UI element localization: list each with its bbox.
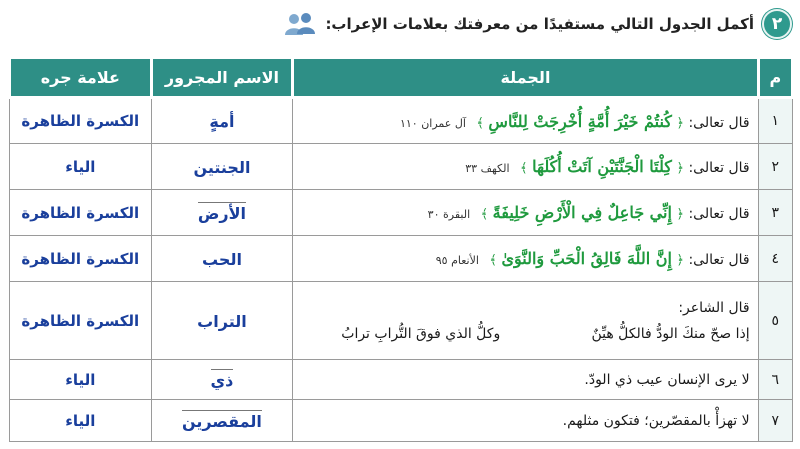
majrur-noun: الحب <box>201 249 242 269</box>
ornament-close: ﴾ <box>519 161 528 176</box>
table-row <box>10 360 793 400</box>
verse-reference: الكهف ٣٣ <box>465 162 510 175</box>
row-number: ٧ <box>758 400 792 442</box>
header-sentence: الجملة <box>293 58 758 98</box>
majrur-noun: المقصرين <box>182 412 262 431</box>
quote-intro: قال تعالى: <box>688 114 750 131</box>
verse-reference: آل عمران ١١٠ <box>399 116 466 130</box>
exercise-number-badge: ٢ <box>762 9 792 39</box>
jarr-mark: الكسرة الظاهرة <box>21 311 140 330</box>
noun-cell <box>151 236 293 282</box>
ornament-close: ﴾ <box>489 253 498 268</box>
group-people-icon <box>283 11 317 37</box>
grammar-table <box>8 56 794 442</box>
verse-reference: الأنعام ٩٥ <box>435 254 479 267</box>
header-num: م <box>758 58 792 98</box>
exercise-header <box>8 4 792 44</box>
ornament-open: ﴿ <box>676 161 684 176</box>
ornament-close: ﴾ <box>476 115 484 131</box>
quran-verse: إِنَّ اللَّهَ فَالِقُ الْحَبِّ وَالنَّوَىٰ <box>501 249 672 268</box>
table-row <box>10 400 793 442</box>
poem-hemistich-first: إذا صحّ منكَ الودُّ فالكلُّ هيِّنٌ <box>591 325 750 342</box>
row-number: ٣ <box>758 190 792 236</box>
sentence-cell <box>293 282 758 360</box>
majrur-noun: ذي <box>210 371 234 390</box>
poem-hemistich-second: وكلُّ الذي فوقَ التُّرابِ ترابُ <box>341 325 501 342</box>
mark-cell <box>10 360 152 400</box>
majrur-noun: الجنتين <box>193 157 251 177</box>
header-noun: الاسم المجرور <box>151 58 293 98</box>
sentence-cell <box>293 236 758 282</box>
row-number: ٢ <box>758 144 792 190</box>
ornament-open: ﴿ <box>676 207 684 222</box>
sentence-cell <box>293 144 758 190</box>
mark-cell <box>10 144 152 190</box>
jarr-mark: الياء <box>65 411 96 430</box>
ornament-open: ﴿ <box>676 115 684 131</box>
noun-cell <box>151 400 293 442</box>
mark-cell <box>10 400 152 442</box>
quote-intro: قال تعالى: <box>688 160 750 176</box>
mark-cell <box>10 236 152 282</box>
quote-intro: قال تعالى: <box>688 206 750 222</box>
table-row <box>10 236 793 282</box>
jarr-mark: الكسرة الظاهرة <box>21 249 140 268</box>
quote-intro: قال تعالى: <box>688 252 750 268</box>
row-number: ٦ <box>758 360 792 400</box>
quran-verse: كِلْتَا الْجَنَّتَيْنِ آتَتْ أُكُلَهَا <box>532 157 672 176</box>
poet-intro: قال الشاعر: <box>678 299 750 316</box>
sentence-cell <box>293 190 758 236</box>
table-row <box>10 190 793 236</box>
ornament-open: ﴿ <box>676 253 684 268</box>
table-row <box>10 282 793 360</box>
table-row <box>10 144 793 190</box>
jarr-mark: الكسرة الظاهرة <box>21 203 140 222</box>
quran-verse: إِنِّي جَاعِلٌ فِي الْأَرْضِ خَلِيفَةً <box>492 203 672 222</box>
verse-reference: البقرة ٣٠ <box>427 208 471 221</box>
mark-cell <box>10 190 152 236</box>
majrur-noun: التراب <box>197 311 247 331</box>
sentence-cell: لا يرى الإنسان عيب ذي الودّ. <box>293 360 758 400</box>
quran-verse: كُنتُمْ خَيْرَ أُمَّةٍ أُخْرِجَتْ لِلنَّاسِ <box>488 111 672 131</box>
noun-cell <box>151 98 293 144</box>
sentence-cell: لا تهزأْ بالمقصّرين؛ فتكون مثلهم. <box>293 400 758 442</box>
mark-cell <box>10 282 152 360</box>
header-mark: علامة جره <box>10 58 152 98</box>
row-number: ٤ <box>758 236 792 282</box>
exercise-instruction: أكمل الجدول التالي مستفيدًا من معرفتك بعلامات الإعراب: <box>325 15 754 33</box>
jarr-mark: الياء <box>65 370 96 389</box>
majrur-noun: الأرض <box>197 204 247 223</box>
noun-cell <box>151 282 293 360</box>
noun-cell <box>151 144 293 190</box>
poem-verse <box>301 326 749 342</box>
row-number: ٥ <box>758 282 792 360</box>
row-number: ١ <box>758 98 792 144</box>
table-header-row <box>10 58 793 98</box>
ornament-close: ﴾ <box>480 207 489 222</box>
mark-cell <box>10 98 152 144</box>
jarr-mark: الياء <box>65 157 96 176</box>
majrur-noun: أمةٍ <box>209 112 235 131</box>
jarr-mark: الكسرة الظاهرة <box>21 112 140 130</box>
noun-cell <box>151 190 293 236</box>
sentence-cell <box>293 98 758 144</box>
table-row <box>10 98 793 144</box>
noun-cell <box>151 360 293 400</box>
